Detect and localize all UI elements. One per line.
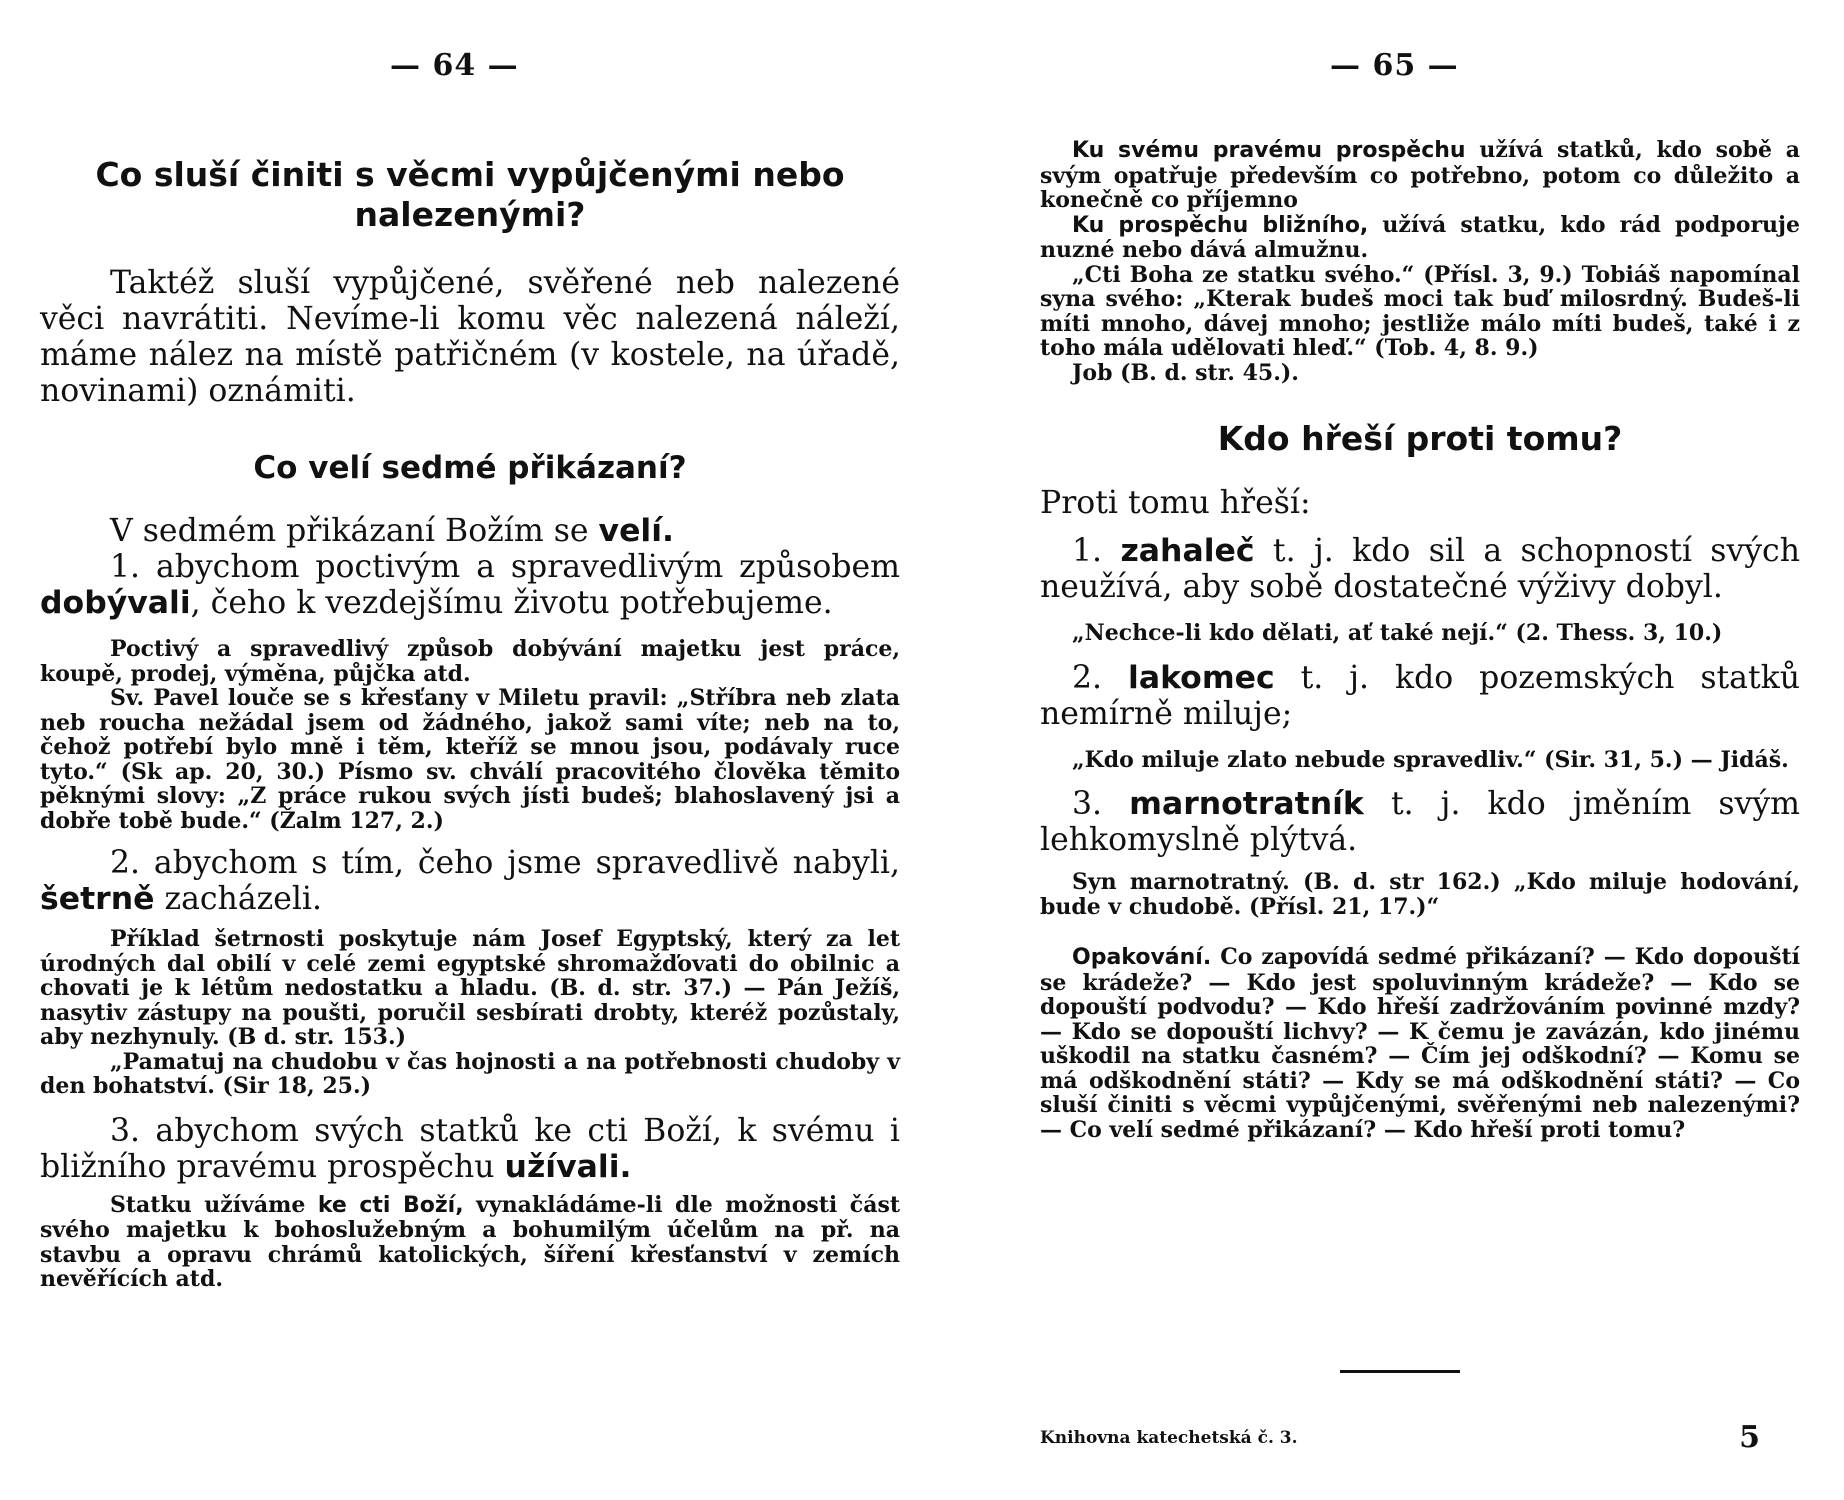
text: užívá statku, kdo rád podporuje nuzné nebo dává almužnu. [1040,211,1800,263]
text: vynakládáme-li dle možnosti část svého majetku k bohoslužebným a bohumilým účelům na př. na stavbu a opravu chrámů katolických, šíření křesťanství v zemích nevěřících atd. [40,1191,900,1292]
note-sirach-quote: „Pamatuj na chudobu v čas hojnosti a na potřebnosti chudoby v den bohatství. (Sir 18, 25.) [40,1048,900,1099]
text: 1. [1072,533,1121,569]
text: t. j. kdo pozemských statků nemírně miluje; [1040,659,1800,732]
text: 2. [1072,659,1129,696]
text: V sedmém přikázaní Božím se [110,513,599,549]
note-glory-of-god [40,1193,900,1292]
note-prodigal-son: Syn marnotratný. (B. d. str 162.) „Kdo miluje hodování, bude v chudobě. (Přísl. 21, 17.)“ [1040,869,1800,920]
text: Co zapovídá sedmé přikázaní? — Kdo dopouští se krádeže? — Kdo jest spoluvinným krádeže? — Kdo se dopouští podvodu? — Kdo hřeší zadržováním povinné mzdy? — Kdo se dopouští lichvy? — K čemu je zavázán, kdo jinému uškodil na statku časném? — Čím jej odškodní? — Komu se má odškodnění státi? — Kdy se má odškodnění státi? — Co sluší činiti s věcmi vypůjčenými, svěřenými neb nalezenými? — Co velí sedmé přikázaní? — Kdo hřeší proti tomu? [1040,944,1800,1143]
keyword-marnotratnik: marnotratník [1129,786,1364,822]
paragraph-commandment-intro [40,513,900,549]
note-tobit-quote: „Cti Boha ze statku svého.“ (Přísl. 3, 9.) Tobiáš napomínal syna svého: „Kterak budeš moci tak buď milosrdný. Budeš-li míti mnoho, dávej mnoho; jestliže málo míti budeš, také i z toho mála udělovati hleď.“ (Tob. 4, 8. 9.) [1040,261,1800,361]
paragraph-sinners-intro: Proti tomu hřeší: [1040,485,1311,521]
text: 2. abychom s tím, čeho jsme spravedlivě nabyli, [110,845,900,881]
page-number: — 65 — [1330,48,1459,83]
text: 3. abychom svých statků ke cti Boží, k svému i bližního pravému prospěchu [40,1112,900,1185]
keyword-dobyvali: dobývali [40,585,191,621]
left-page-content [40,155,900,1292]
note-thrift-example: Příklad šetrnosti poskytuje nám Josef Egyptský, který za let úrodných dal obilí v celé zemi egyptské shromažďovati do obilnic a chovati je k létům nedostatku a hladu. (B. d. str. 37.) — Pán Ježíš, nasytiv zástupy na poušti, poručil sesbírati drobty, kteréž pozůstaly, aby nezhynuly. (B d. str. 153.) [40,926,900,1050]
keyword-zahalec: zahaleč [1120,533,1255,569]
paragraph-point-3 [40,1113,900,1185]
paragraph-return-items: Taktéž sluší vypůjčené, svěřené neb nalezené věci navrátiti. Nevíme-li komu věc nalezená náleží, máme nález na místě patřičném (v kostele, na úřadě, novinami) oznámiti. [40,265,900,409]
note-thessalonians: „Nechce-li kdo dělati, ať také nejí.“ (2. Thess. 3, 10.) [1072,620,1723,646]
note-honest-acquisition: Poctivý a spravedlivý způsob dobývání majetku jest práce, koupě, prodej, výměna, půjčka atd. [40,636,900,687]
right-page-content [1040,138,1800,1142]
closing-rule [1340,1370,1460,1373]
keyword-lakomec: lakomec [1128,659,1275,696]
note-st-paul: Sv. Pavel louče se s křesťany v Miletu pravil: „Stříbra neb zlata neb roucha nežádal jsem od žádného, jakož sami víte; neb na to, čehož potřebí bylo mně i těm, kteříž se mnou jsou, podávaly ruce tyto.“ (Sk ap. 20, 30.) Písmo sv. chválí pracovitého člověka těmito pěknými slovy: „Z práce rukou svých jísti budeš; blahoslavený jsi a dobře tobě bude.“ (Žalm 127, 2.) [40,685,900,834]
text: užívá statků, kdo sobě a svým opatřuje především co potřebno, potom co důležito a konečně co příjemno [1040,137,1800,213]
paragraph-sinner-3 [1040,786,1800,858]
keyword-veli: velí. [598,513,674,549]
paragraph-point-1 [40,549,900,621]
printer-signature: Knihovna katechetská č. 3. [1040,1428,1298,1448]
keyword-opakovani: Opakování. [1072,945,1212,970]
note-neighbor-benefit [1040,213,1800,263]
keyword-own-benefit: Ku svému pravému prospěchu [1072,138,1466,163]
keyword-neighbor-benefit: Ku prospěchu bližního, [1072,212,1369,238]
paragraph-sinner-1 [1040,533,1800,605]
text: , čeho k vezdejšímu životu potřebujeme. [190,585,833,621]
text: t. j. kdo jměním svým lehkomyslně plýtvá. [1040,786,1800,858]
keyword-uzivali: užívali. [504,1148,632,1185]
note-sirach-gold: „Kdo miluje zlato nebude spravedliv.“ (Sir. 31, 5.) — Jidáš. [1072,746,1789,773]
text: 1. abychom poctivým a spravedlivým způsobem [110,549,900,585]
text: Statku užíváme [110,1191,318,1218]
paragraph-point-2 [40,845,900,917]
paragraph-sinner-2 [1040,660,1800,732]
text: t. j. kdo sil a schopností svých neužívá, aby sobě dostatečné výživy dobyl. [1040,533,1800,605]
text: 3. [1072,786,1130,822]
section-heading-borrowed-found: Co sluší činiti s věcmi vypůjčenými nebo nalezenými? [95,155,845,234]
text: zacházeli. [154,881,322,917]
review-questions [1040,945,1800,1142]
note-job: Job (B. d. str. 45.). [1072,359,1299,386]
section-heading-seventh-commandment: Co velí sedmé přikázaní? [253,450,687,486]
keyword-ke-cti-bozi: ke cti Boží, [317,1192,464,1218]
section-heading-who-sins: Kdo hřeší proti tomu? [1217,419,1623,458]
page-number: — 64 — [390,48,519,83]
sheet-number: 5 [1739,1420,1760,1455]
note-own-benefit [1040,138,1800,213]
keyword-setrne: šetrně [40,881,155,917]
